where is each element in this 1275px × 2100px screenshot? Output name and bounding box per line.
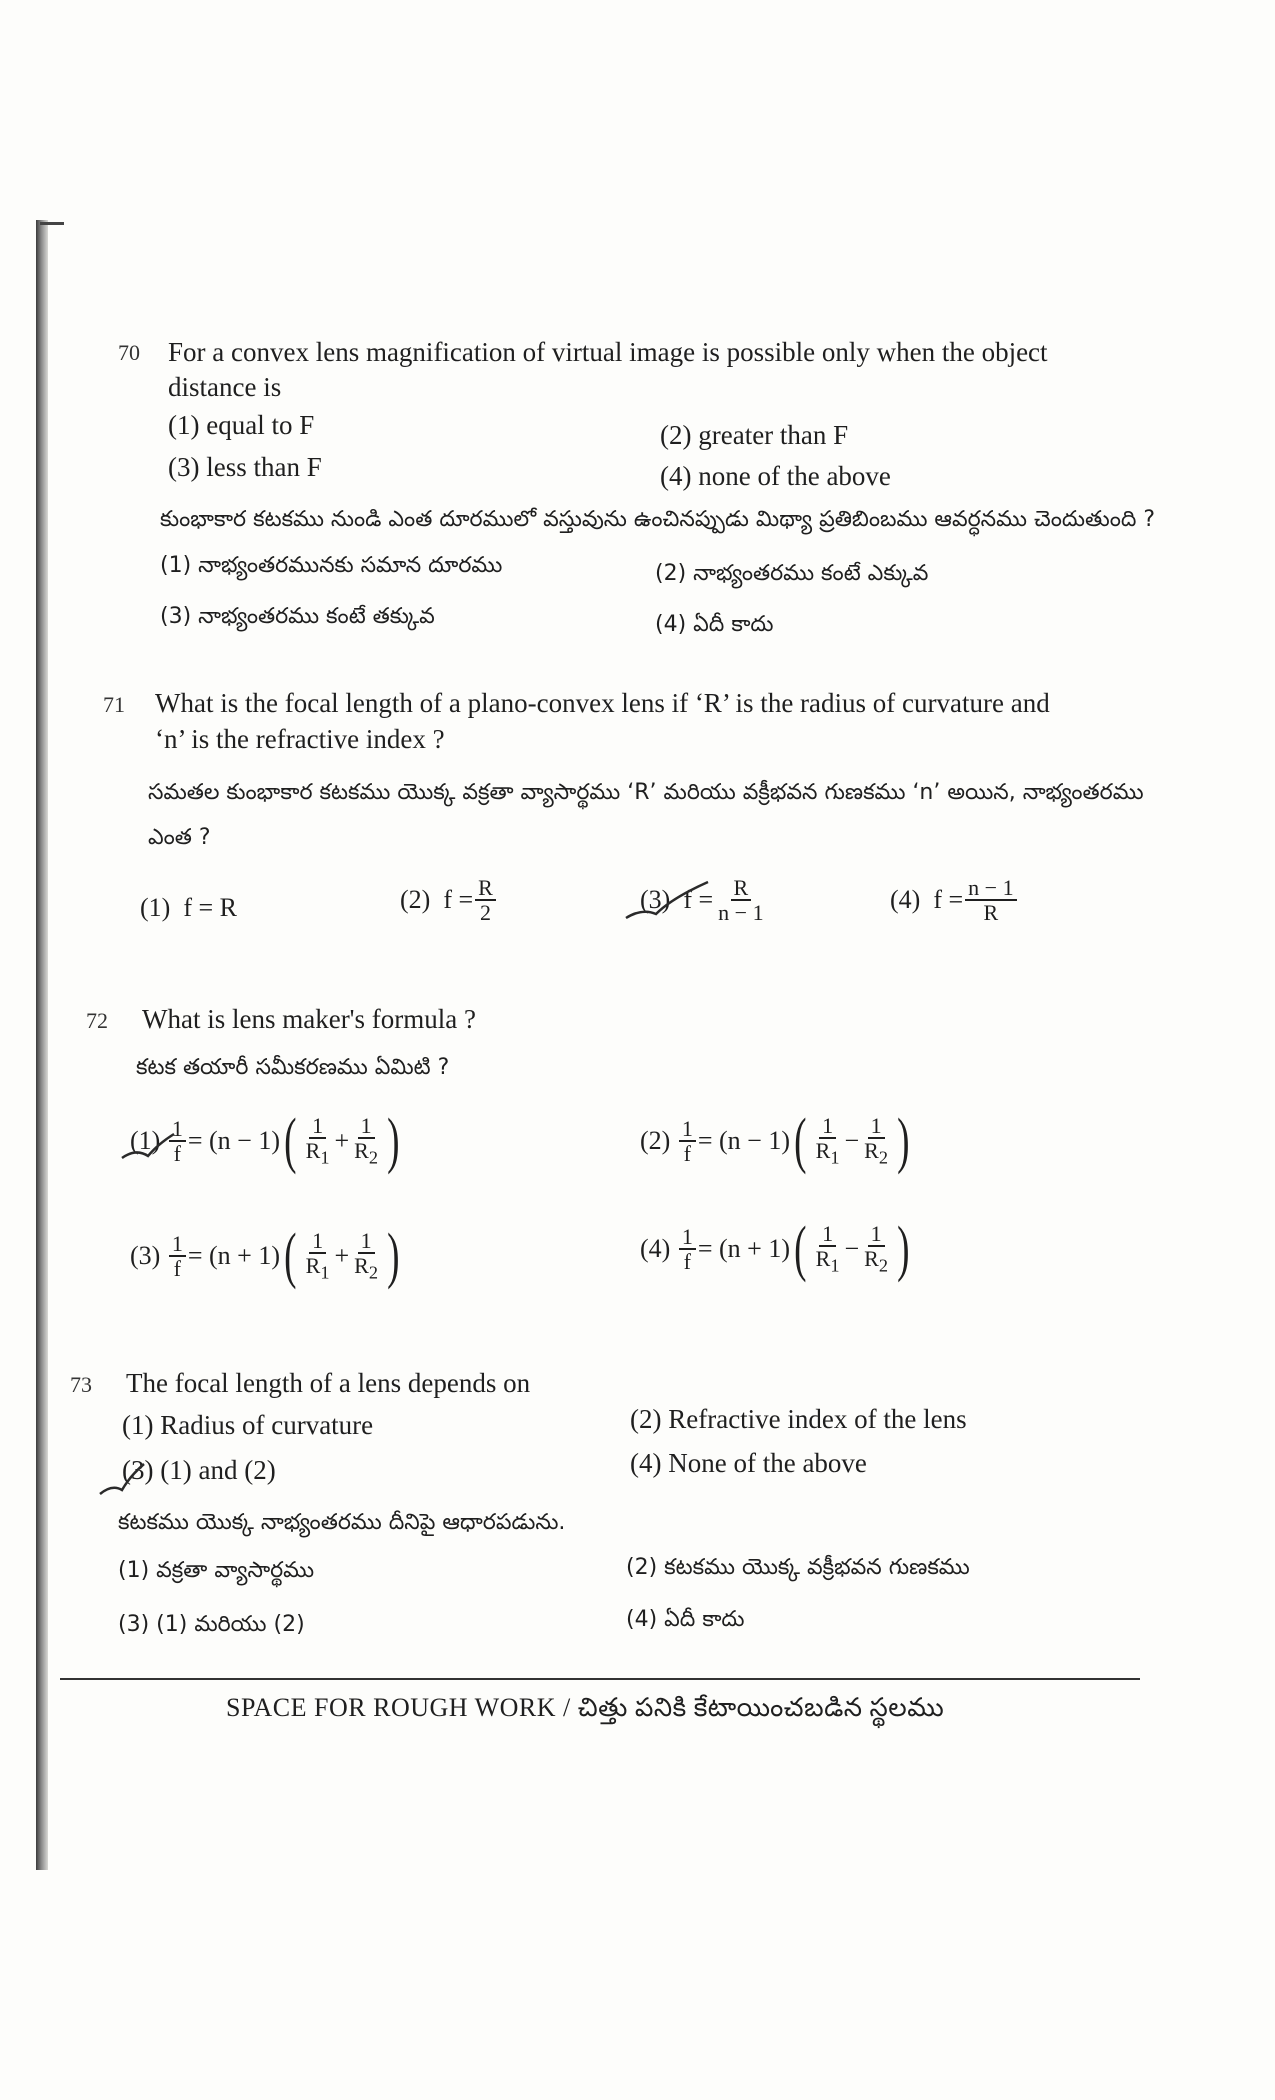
q73-answer-tick-mark	[96, 1460, 146, 1500]
q72-option-3-lhs-fraction	[169, 1232, 186, 1280]
q72-option-4-label: (4)	[640, 1234, 671, 1263]
q72-option-3-left-paren: (	[284, 1222, 297, 1290]
q71-option-4-label: (4)	[890, 885, 921, 915]
q71-option-4-lhs: f =	[933, 885, 964, 915]
q73-question: The focal length of a lens depends on	[126, 1368, 531, 1398]
q72-option-2-factor: = (n − 1)	[697, 1126, 790, 1155]
q72-option-4-term2-num: 1	[868, 1222, 885, 1247]
q72-option-2-lhs-num: 1	[679, 1117, 696, 1142]
q72-option-4-operator: −	[844, 1234, 860, 1263]
q72-option-1-factor: = (n − 1)	[187, 1126, 280, 1155]
r-symbol: R	[354, 1253, 369, 1279]
q70-option-2: (2) greater than F	[660, 420, 849, 450]
q72-option-3	[130, 1222, 404, 1290]
r-symbol: R	[305, 1253, 321, 1279]
q72-option-1-right-paren: )	[387, 1107, 400, 1175]
q73-option-4: (4) None of the above	[630, 1448, 867, 1478]
q71-telugu-line2: ఎంత ?	[148, 825, 211, 850]
q72-number: 72	[86, 1008, 108, 1033]
q72-option-3-operator: +	[334, 1241, 350, 1270]
q72-option-3-right-paren: )	[387, 1222, 400, 1290]
q72-option-3-label: (3)	[130, 1241, 161, 1270]
q73-number: 73	[70, 1372, 92, 1397]
r-symbol: R	[815, 1138, 831, 1164]
subscript-1: 1	[320, 1147, 330, 1168]
q72-option-1-term1-num: 1	[309, 1114, 326, 1139]
rough-work-footer: SPACE FOR ROUGH WORK / చిత్తు పనికి కేటాయించబడిన స్థలము	[226, 1693, 945, 1722]
q70-telugu-option-2: (2) నాభ్యంతరము కంటే ఎక్కువ	[655, 561, 929, 586]
q72-option-1-term2-den	[351, 1139, 381, 1168]
q72-option-1-term2-num: 1	[358, 1114, 375, 1139]
q72-option-4-lhs-fraction	[679, 1225, 696, 1273]
q72-option-2-lhs-den: f	[683, 1141, 691, 1166]
q72-option-1-lhs-den: f	[173, 1141, 181, 1166]
q72-option-4	[640, 1215, 914, 1283]
q73-option-3: (3) (1) and (2)	[122, 1455, 276, 1485]
q72-question: What is lens maker's formula ?	[142, 1004, 477, 1034]
q70-question-line2: distance is	[168, 372, 282, 402]
q73-telugu-option-2: (2) కటకము యొక్క వక్రీభవన గుణకము	[626, 1555, 970, 1580]
binding-mark	[40, 222, 64, 225]
q71-option-2-fraction	[475, 876, 496, 924]
q72-option-2-term2-num: 1	[868, 1114, 885, 1139]
q72-option-4-right-paren: )	[897, 1215, 910, 1283]
q72-option-1-label: (1)	[130, 1126, 161, 1155]
q71-question-line1: What is the focal length of a plano-convex lens if ‘R’ is the radius of curvature and	[155, 688, 1050, 718]
q72-option-4-term2	[861, 1222, 891, 1276]
q71-option-2	[400, 876, 498, 924]
q72-option-2-term2	[861, 1114, 891, 1168]
q73-telugu-option-4: (4) ఏదీ కాదు	[626, 1607, 745, 1632]
q72-option-1-term2	[351, 1114, 381, 1168]
q72-option-2-right-paren: )	[897, 1107, 910, 1175]
q73-telugu-option-1: (1) వక్రతా వ్యాసార్థము	[118, 1558, 315, 1583]
q72-option-3-term1-num: 1	[309, 1229, 326, 1254]
q72-option-2	[640, 1107, 914, 1175]
subscript-1: 1	[320, 1262, 330, 1283]
q73-option-1: (1) Radius of curvature	[122, 1410, 374, 1440]
q72-option-4-left-paren: (	[794, 1215, 807, 1283]
r-symbol: R	[354, 1138, 369, 1164]
q72-option-3-term1	[303, 1229, 333, 1283]
q71-option-2-lhs: f =	[443, 885, 474, 915]
q72-option-4-term1-num: 1	[819, 1222, 836, 1247]
q70-question-line1: For a convex lens magnification of virtual image is possible only when the object	[168, 337, 1048, 367]
subscript-2: 2	[368, 1262, 379, 1283]
q71-option-3-label: (3)	[640, 885, 671, 915]
r-symbol: R	[815, 1246, 831, 1272]
q72-option-1-left-paren: (	[284, 1107, 297, 1175]
subscript-2: 2	[368, 1147, 379, 1168]
q72-option-2-lhs-fraction	[679, 1117, 696, 1165]
q72-option-4-term1	[813, 1222, 843, 1276]
q71-option-4-denominator: R	[983, 900, 999, 926]
q71-option-3-fraction	[715, 876, 766, 924]
q72-option-2-term1	[813, 1114, 843, 1168]
q72-option-3-lhs-den: f	[173, 1256, 181, 1281]
q72-option-1-term1	[303, 1114, 333, 1168]
q72-option-2-term1-num: 1	[819, 1114, 836, 1139]
r-symbol: R	[864, 1246, 879, 1272]
q72-option-4-term2-den	[861, 1247, 891, 1276]
subscript-1: 1	[830, 1255, 840, 1276]
q72-option-2-label: (2)	[640, 1126, 671, 1155]
q71-option-3-lhs: f =	[683, 885, 714, 915]
q71-option-3-numerator: R	[731, 876, 752, 901]
q72-answer-tick-mark	[118, 1130, 178, 1170]
q72-option-3-term1-den	[303, 1254, 333, 1283]
q72-option-1-operator: +	[334, 1126, 350, 1155]
q70-option-1: (1) equal to F	[168, 410, 315, 440]
q71-option-1	[140, 893, 237, 923]
subscript-1: 1	[830, 1147, 840, 1168]
q72-option-3-term2-den	[351, 1254, 381, 1283]
q73-option-2: (2) Refractive index of the lens	[630, 1404, 967, 1434]
q72-option-4-lhs-num: 1	[679, 1225, 696, 1250]
q72-option-2-left-paren: (	[794, 1107, 807, 1175]
q72-option-3-term2	[351, 1229, 381, 1283]
q72-option-4-term1-den	[813, 1247, 843, 1276]
q70-option-3: (3) less than F	[168, 452, 322, 482]
q72-option-1-term1-den	[303, 1139, 333, 1168]
q70-number: 70	[118, 340, 140, 365]
q71-number: 71	[103, 692, 125, 717]
r-symbol: R	[305, 1138, 321, 1164]
q71-option-2-label: (2)	[400, 885, 431, 915]
q72-option-4-lhs-den: f	[683, 1249, 691, 1274]
q71-option-2-numerator: R	[475, 876, 496, 901]
q71-option-1-expression: f = R	[183, 893, 237, 922]
q72-option-1-lhs-num: 1	[169, 1117, 186, 1142]
page-binding-shadow	[36, 220, 48, 1870]
q73-telugu-option-3: (3) (1) మరియు (2)	[118, 1612, 305, 1637]
q70-telugu-option-1: (1) నాభ్యంతరమునకు సమాన దూరము	[160, 553, 503, 578]
q71-question-line2: ‘n’ is the refractive index ?	[155, 724, 445, 754]
q70-telugu-option-4: (4) ఏదీ కాదు	[655, 612, 774, 637]
q71-answer-tick-mark	[622, 878, 712, 928]
q70-option-4: (4) none of the above	[660, 461, 891, 491]
r-symbol: R	[864, 1138, 879, 1164]
q70-telugu-option-3: (3) నాభ్యంతరము కంటే తక్కువ	[160, 604, 435, 629]
q73-telugu-question: కటకము యొక్క నాభ్యంతరము దీనిపై ఆధారపడును.	[118, 1510, 566, 1535]
footer-divider	[60, 1678, 1140, 1680]
subscript-2: 2	[878, 1147, 889, 1168]
q71-option-4	[890, 876, 1019, 924]
q72-option-2-term1-den	[813, 1139, 843, 1168]
q72-option-3-lhs-num: 1	[169, 1232, 186, 1257]
q71-option-4-numerator: n − 1	[965, 876, 1016, 901]
q72-telugu-question: కటక తయారీ సమీకరణము ఏమిటి ?	[136, 1055, 450, 1080]
q71-telugu-line1: సమతల కుంభాకార కటకము యొక్క వక్రతా వ్యాసార్థము ‘R’ మరియు వక్రీభవన గుణకము ‘n’ అయిన, నాభ్యంతరము	[148, 780, 1144, 805]
q72-option-2-term2-den	[861, 1139, 891, 1168]
q72-option-2-operator: −	[844, 1126, 860, 1155]
q71-option-2-denominator: 2	[480, 900, 491, 926]
q70-telugu-question: కుంభాకార కటకము నుండి ఎంత దూరములో వస్తువును ఉంచినప్పుడు మిథ్యా ప్రతిబింబము ఆవర్ధనము చెందుతుంది ?	[160, 507, 1156, 532]
q71-option-4-fraction	[965, 876, 1016, 924]
q72-option-3-factor: = (n + 1)	[187, 1241, 280, 1270]
q72-option-4-factor: = (n + 1)	[697, 1234, 790, 1263]
q72-option-3-term2-num: 1	[358, 1229, 375, 1254]
q71-option-3-denominator: n − 1	[718, 900, 764, 926]
subscript-2: 2	[878, 1255, 889, 1276]
q71-option-1-label: (1)	[140, 893, 171, 922]
